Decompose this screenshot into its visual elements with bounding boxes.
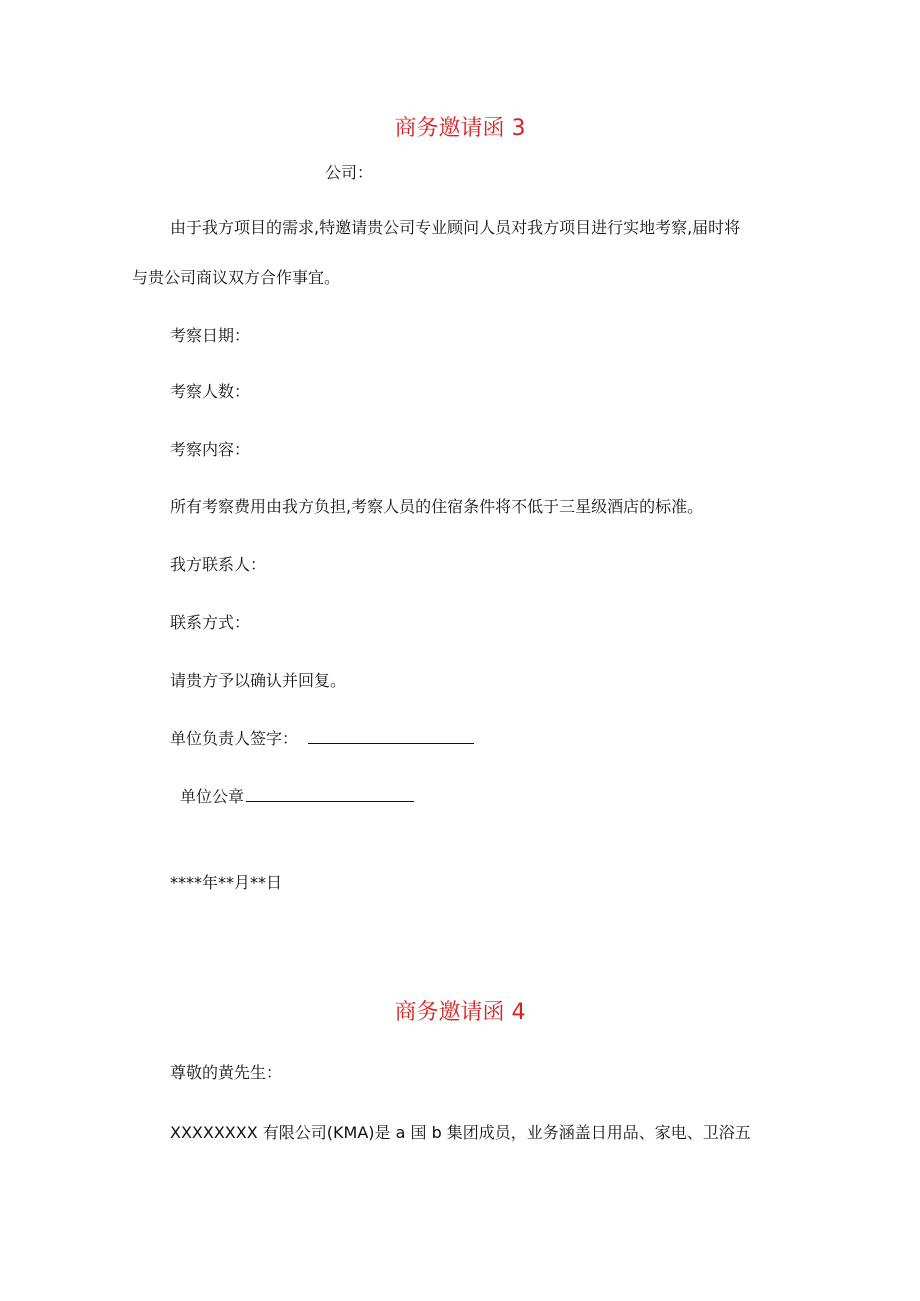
letter3-salutation: 公司：	[325, 163, 374, 182]
confirm-request: 请贵方予以确认并回复。	[170, 671, 347, 690]
contact-person-label: 我方联系人：	[170, 555, 267, 574]
seal-label: 单位公章	[180, 787, 245, 806]
inspection-people-label: 考察人数：	[170, 382, 251, 401]
letter3-title: 商务邀请函 3	[394, 116, 526, 141]
contact-method-label: 联系方式：	[170, 613, 251, 632]
inspection-date-label: 考察日期：	[170, 326, 251, 345]
signature-row	[170, 729, 474, 749]
signature-blank-line[interactable]	[308, 729, 474, 744]
letter4-title: 商务邀请函 4	[394, 1000, 526, 1025]
letter4-salutation: 尊敬的黄先生：	[170, 1063, 283, 1082]
date-placeholder: ****年**月**日	[170, 873, 283, 892]
signature-label: 单位负责人签字：	[170, 729, 299, 748]
letter4-body-line1: XXXXXXXX 有限公司(KMA)是 a 国 b 集团成员，业务涵盖日用品、家电、卫浴五	[170, 1123, 751, 1142]
letter3-body-line1: 由于我方项目的需求,特邀请贵公司专业顾问人员对我方项目进行实地考察,届时将	[170, 218, 741, 237]
cost-note: 所有考察费用由我方负担,考察人员的住宿条件将不低于三星级酒店的标准。	[170, 497, 704, 516]
inspection-content-label: 考察内容：	[170, 440, 251, 459]
seal-row	[180, 787, 414, 807]
letter3-body-line2: 与贵公司商议双方合作事宜。	[132, 268, 341, 287]
seal-blank-line[interactable]	[246, 787, 414, 802]
